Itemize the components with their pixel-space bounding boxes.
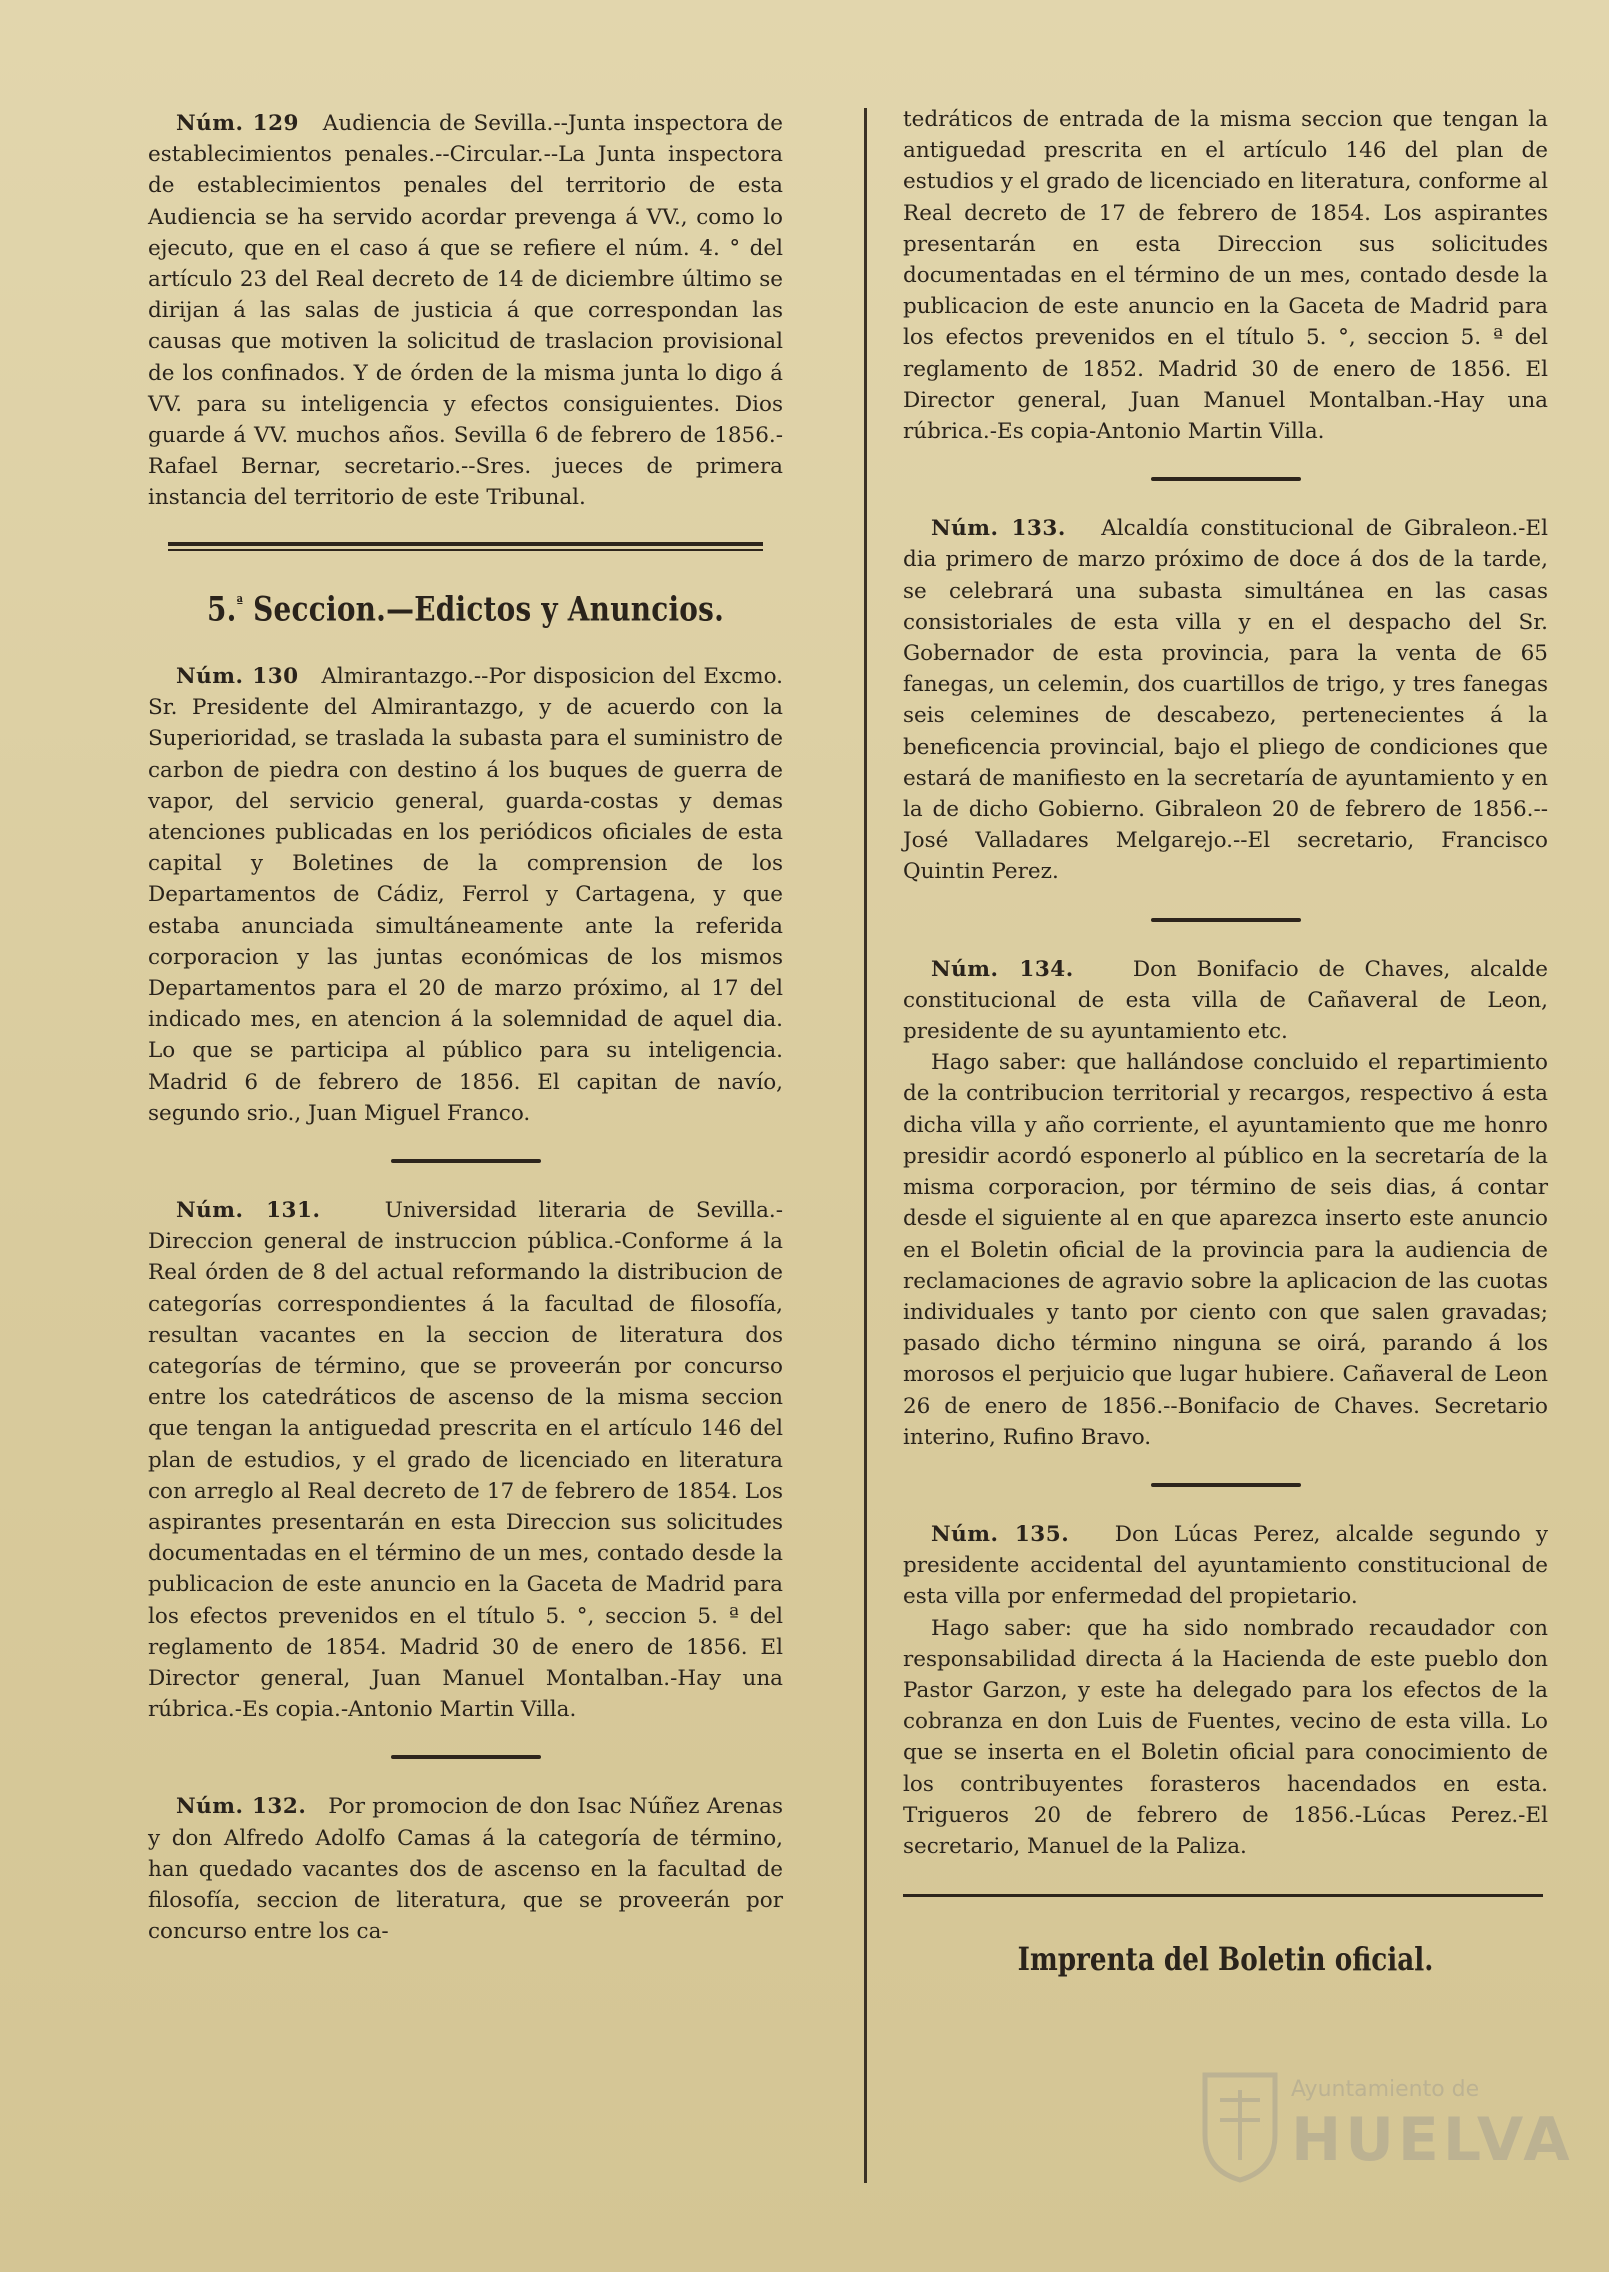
article-number: Núm. 129 bbox=[176, 111, 299, 136]
section-title: Seccion.—Edictos y Anuncios. bbox=[253, 588, 725, 629]
short-rule bbox=[391, 1755, 541, 1759]
article-number: Núm. 135. bbox=[931, 1521, 1070, 1547]
article-number: Núm. 133. bbox=[931, 516, 1066, 542]
article-130 bbox=[148, 661, 783, 1129]
article-132-continued bbox=[903, 104, 1548, 447]
watermark-big-text: HUELVA bbox=[1291, 2105, 1574, 2175]
article-133 bbox=[903, 513, 1548, 887]
article-text: tedráticos de entrada de la misma seccion que tengan la antiguedad prescrita en el artículo 146 del plan de estudios y el grado de licenciado en literatura, conforme al Real decreto de 17 de febrero de 1854. Los aspirantes presentarán en esta Direccion sus solicitudes documentadas en el término de un mes, contado desde la publicacion de este anuncio en la Gaceta de Madrid para los efectos prevenidos en el título 5. °, seccion 5. ª del reglamento de 1852. Madrid 30 de enero de 1856. El Director general, Juan Manuel Montalban.-Hay una rúbrica.-Es copia-Antonio Martin Villa. bbox=[903, 107, 1548, 445]
article-134 bbox=[903, 954, 1548, 1453]
short-rule bbox=[1151, 1483, 1301, 1487]
watermark-small-text: Ayuntamiento de bbox=[1291, 2077, 1480, 2102]
article-135 bbox=[903, 1519, 1548, 1862]
article-text: Don Lúcas Perez, alcalde segundo y presidente accidental del ayuntamiento constitucional de esta villa por enfermedad del propietario. bbox=[903, 1521, 1548, 1610]
section-number: 5. bbox=[206, 588, 237, 629]
long-rule bbox=[903, 1894, 1543, 1897]
article-text-2: Hago saber: que hallándose concluido el repartimiento de la contribucion territorial y recargos, respectivo á esta dicha villa y año corriente, el ayuntamiento que me honro presidir acordó esponerlo al público en la secretaría de la misma corporacion, por término de seis dias, á contar desde el siguiente al en que aparezca inserto este anuncio en el Boletin oficial de la provincia para la audiencia de reclamaciones de agravio sobre la aplicacion de las cuotas individuales y tanto por ciento con que salen gravadas; pasado dicho término ninguna se oirá, parando á los morosos el perjuicio que lugar hubiere. Cañaveral de Leon 26 de enero de 1856.--Bonifacio de Chaves. Secretario interino, Rufino Bravo. bbox=[903, 1050, 1548, 1450]
article-number: Núm. 132. bbox=[176, 1794, 307, 1820]
section-heading bbox=[205, 581, 726, 631]
section-ordinal: ª bbox=[236, 592, 244, 612]
article-number: Núm. 134. bbox=[931, 956, 1074, 982]
article-text-2: Hago saber: que ha sido nombrado recaudador con responsabilidad directa á la Hacienda de este pueblo don Pastor Garzon, y este ha delegado para los efectos de la cobranza en don Luis de Fuentes, vecino de esta villa. Lo que se inserta en el Boletin oficial para conocimiento de los contribuyentes forasteros hacendados en esta. Trigueros 20 de febrero de 1856.-Lúcas Perez.-El secretario, Manuel de la Paliza. bbox=[903, 1615, 1548, 1859]
article-text: Don Bonifacio de Chaves, alcalde constitucional de esta villa de Cañaveral de Leon, presidente de su ayuntamiento etc. bbox=[903, 956, 1548, 1045]
article-text: Almirantazgo.--Por disposicion del Excmo. Sr. Presidente del Almirantazgo, y de acuerdo con la Superioridad, se traslada la subasta para el suministro de carbon de piedra con destino á los buques de guerra de vapor, del servicio general, guarda-costas y demas atenciones publicadas en los periódicos oficiales de esta capital y Boletines de la comprension de los Departamentos de Cádiz, Ferrol y Cartagena, y que estaba anunciada simultáneamente ante la referida corporacion y las juntas económicas de los mismos Departamentos para el 20 de marzo próximo, al 17 del indicado mes, en atencion á la solemnidad de aquel dia. Lo que se participa al público para su inteligencia. Madrid 6 de febrero de 1856. El capitan de navío, segundo srio., Juan Miguel Franco. bbox=[148, 663, 783, 1126]
right-column bbox=[903, 104, 1548, 1979]
printer-imprint: Imprenta del Boletin oficial. bbox=[1017, 1940, 1434, 1979]
article-text: Alcaldía constitucional de Gibraleon.-El dia primero de marzo próximo de doce á dos de la tarde, se celebrará una subasta simultánea en las casas consistoriales de esta villa y en el despacho del Sr. Gobernador de esta provincia, para la venta de 65 fanegas, un celemin, dos cuartillos de trigo, y tres fanegas seis celemines de descabezo, pertenecientes á la beneficencia provincial, bajo el pliego de condiciones que estará de manifiesto en la secretaría de ayuntamiento y en la de dicho Gobierno. Gibraleon 20 de febrero de 1856.--José Valladares Melgarejo.--El secretario, Francisco Quintin Perez. bbox=[903, 516, 1548, 885]
left-column bbox=[148, 108, 783, 1947]
double-rule bbox=[168, 542, 763, 551]
city-shield-icon bbox=[1195, 2065, 1285, 2185]
archive-watermark bbox=[1195, 2065, 1574, 2245]
article-131 bbox=[148, 1195, 783, 1725]
article-129 bbox=[148, 108, 783, 514]
column-divider bbox=[864, 108, 867, 2183]
article-number: Núm. 131. bbox=[176, 1198, 321, 1224]
article-text: Audiencia de Sevilla.--Junta inspectora de establecimientos penales.--Circular.--La Junta inspectora de establecimientos penales del territorio de esta Audiencia se ha servido acordar prevenga á VV., como lo ejecuto, que en el caso á que se refiere el núm. 4. ° del artículo 23 del Real decreto de 14 de diciembre último se dirijan á las salas de justicia á que correspondan las causas que motiven la solicitud de traslacion provisional de los confinados. Y de órden de la misma junta lo digo á VV. para su inteligencia y efectos consiguientes. Dios guarde á VV. muchos años. Sevilla 6 de febrero de 1856.-Rafael Bernar, secretario.--Sres. jueces de primera instancia del territorio de este Tribunal. bbox=[148, 111, 783, 511]
article-text: Universidad literaria de Sevilla.-Direccion general de instruccion pública.-Conforme á la Real órden de 8 del actual reformando la distribucion de categorías correspondientes á la facultad de filosofía, resultan vacantes en la seccion de literatura dos categorías de término, que se proveerán por concurso entre los catedráticos de ascenso de la misma seccion que tengan la antiguedad prescrita en el artículo 146 del plan de estudios, y el grado de licenciado en literatura con arreglo al Real decreto de 17 de febrero de 1854. Los aspirantes presentarán en esta Direccion sus solicitudes documentadas en el término de un mes, contado desde la publicacion de este anuncio en la Gaceta de Madrid para los efectos prevenidos en el título 5. °, seccion 5. ª del reglamento de 1854. Madrid 30 de enero de 1856. El Director general, Juan Manuel Montalban.-Hay una rúbrica.-Es copia.-Antonio Martin Villa. bbox=[148, 1198, 783, 1723]
article-text: Por promocion de don Isac Núñez Arenas y don Alfredo Adolfo Camas á la categoría de término, han quedado vacantes dos de ascenso en la facultad de filosofía, seccion de literatura, que se proveerán por concurso entre los ca- bbox=[148, 1794, 783, 1945]
short-rule bbox=[1151, 918, 1301, 922]
short-rule bbox=[1151, 477, 1301, 481]
short-rule bbox=[391, 1159, 541, 1163]
article-number: Núm. 130 bbox=[176, 663, 299, 689]
article-132 bbox=[148, 1791, 783, 1947]
